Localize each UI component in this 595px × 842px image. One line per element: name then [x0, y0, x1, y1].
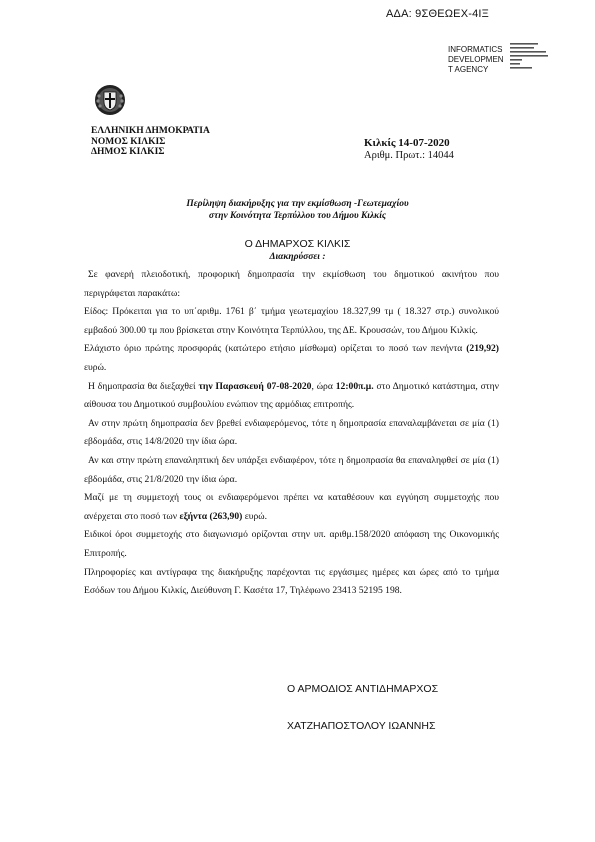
- min-offer-unit: ευρώ.: [84, 361, 107, 373]
- auction-time: 12:00π.μ.: [335, 380, 374, 392]
- agency-fine-print-icon: [510, 43, 570, 79]
- paragraph-special-terms: Ειδικοί όροι συμμετοχής στο διαγωνισμό ορίζονται στην υπ. αριθμ.158/2020 απόφαση της Οικονομικής Επιτροπής.: [84, 529, 499, 559]
- paragraph-information: Πληροφορίες και αντίγραφα της διακήρυξης παρέχονται τις εργάσιμες ημέρες και ώρες από το τμήμα Εσόδων του Δήμου Κιλκίς, Διεύθυνση Γ. Κασέτα 17, Τηλέφωνο 23413 52195 198.: [84, 566, 499, 597]
- agency-name-line1: INFORMATICS: [448, 45, 503, 54]
- paragraph-min-offer: [84, 340, 499, 377]
- document-body: [84, 266, 499, 601]
- document-date: Κιλκίς 14-07-2020: [364, 137, 450, 149]
- summary-line2: στην Κοινότητα Τερπύλλου του Δήμου Κιλκίς: [208, 211, 387, 221]
- protocol-number: Αριθμ. Πρωτ.: 14044: [364, 150, 454, 161]
- issuer-line-prefecture: ΝΟΜΟΣ ΚΙΛΚΙΣ: [91, 136, 166, 147]
- auction-date-text: Η δημοπρασία θα διεξαχθεί: [88, 380, 199, 392]
- guarantee-amount: εξήντα (263,90): [179, 510, 243, 522]
- issuer-line-republic: ΕΛΛΗΝΙΚΗ ΔΗΜΟΚΡΑΤΙΑ: [91, 126, 210, 136]
- summary-line1: Περίληψη διακήρυξης για την εκμίσθωση -Γεωτεμαχίου: [186, 199, 409, 209]
- guarantee-unit: ευρώ.: [242, 510, 268, 522]
- paragraph-first-repeat: Αν στην πρώτη δημοπρασία δεν βρεθεί ενδιαφερόμενος, τότε η δημοπρασία επαναλαμβάνεται σε μία (1) εβδομάδα, στις 14/8/2020 την ίδια ώρα.: [84, 417, 499, 448]
- paragraph-second-repeat: Αν και στην πρώτη επαναληπτική δεν υπάρξει ενδιαφέρον, τότε η δημοπρασία θα επαναληφθεί σε μία (1) εβδομάδα, στις 21/8/2020 την ίδια ώρα.: [84, 454, 499, 485]
- issuer-line-municipality: ΔΗΜΟΣ ΚΙΛΚΙΣ: [91, 147, 165, 157]
- min-offer-text: Ελάχιστο όριο πρώτης προσφοράς (κατώτερο ετήσιο μίσθωμα) ορίζεται το ποσό των πενήντα: [84, 343, 467, 355]
- declares-label: Διακηρύσσει :: [269, 252, 326, 262]
- agency-name-line3: T AGENCY: [448, 65, 489, 74]
- auction-time-prefix: , ώρα: [311, 380, 336, 392]
- paragraph-property-type: Είδος: Πρόκειται για το υπ΄αριθμ. 1761 β΄ τμήμα γεωτεμαχίου 18.327,99 τμ ( 18.327 στρ.) συνολικού εμβαδού 300.00 τμ που βρίσκεται στην Κοινότητα Τερπύλλου, της ΔΕ. Κρουσσών, του Δήμου Κιλκίς.: [84, 306, 499, 336]
- greek-coat-of-arms-icon: [94, 84, 126, 116]
- paragraph-auction-date: [84, 378, 499, 415]
- min-offer-amount: (219,92): [466, 343, 499, 355]
- guarantee-text: Μαζί με τη συμμετοχή τους οι ενδιαφερόμενοι πρέπει να καταθέσουν και εγγύηση συμμετοχής που ανέρχεται στο ποσό των: [84, 492, 499, 522]
- agency-name-line2: DEVELOPMEN: [448, 55, 504, 64]
- auction-location: στο Δημοτικό κατάστημα, στην αίθουσα του Δημοτικού συμβουλίου ενώπιον της αρμόδιας επιτροπής.: [84, 380, 499, 411]
- document-summary: [0, 198, 595, 222]
- ada-code: ΑΔΑ: 9ΣΘΕΩΕΧ-4ΙΞ: [386, 8, 490, 20]
- agency-name: [448, 45, 504, 75]
- document-heading: Ο ΔΗΜΑΡΧΟΣ ΚΙΛΚΙΣ: [244, 238, 351, 250]
- paragraph-guarantee: [84, 489, 499, 526]
- signatory-name: ΧΑΤΖΗΑΠΟΣΤΟΛΟΥ ΙΩΑΝΝΗΣ: [287, 720, 436, 732]
- signatory-title: Ο ΑΡΜΟΔΙΟΣ ΑΝΤΙΔΗΜΑΡΧΟΣ: [287, 683, 439, 695]
- auction-date: την Παρασκευή 07-08-2020: [198, 380, 312, 392]
- paragraph-auction-intro: Σε φανερή πλειοδοτική, προφορική δημοπρασία την εκμίσθωση του δημοτικού ακινήτου που περιγράφεται παρακάτω:: [84, 269, 499, 299]
- issuer-block: [91, 126, 210, 158]
